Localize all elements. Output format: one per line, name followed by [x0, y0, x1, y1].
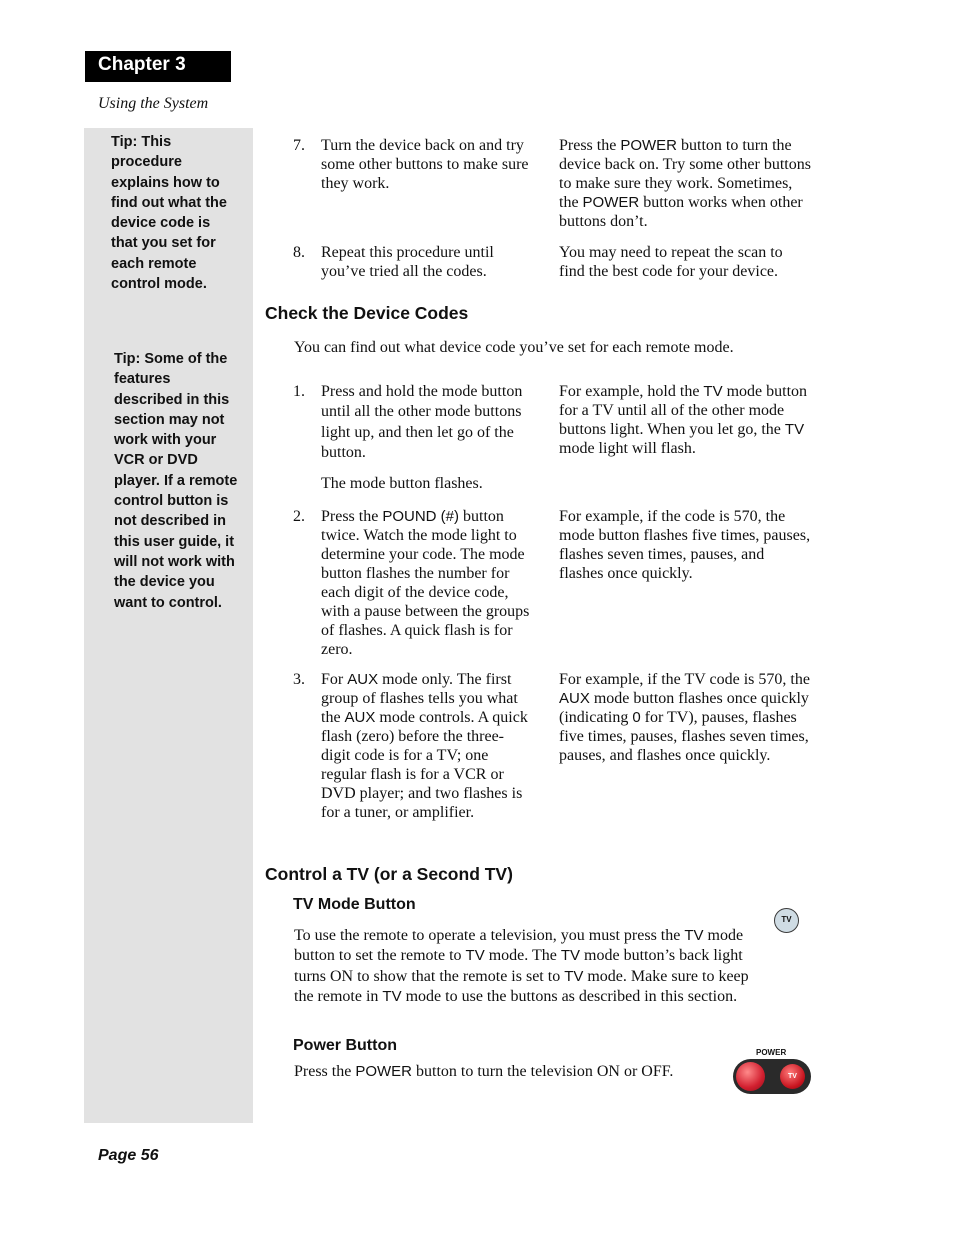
- page-number: Page 56: [98, 1147, 159, 1164]
- tv-red-label: TV: [788, 1073, 797, 1080]
- power-button-icon: [733, 1059, 811, 1094]
- tip-features: Tip: Some of the features described in this section may not work with your VCR or DVD player. If a remote control button is not described in this user guide, it will not work with the device you want to control.: [114, 351, 238, 611]
- step-text: Repeat this procedure until you’ve tried all the codes.: [321, 244, 494, 280]
- step-number: 3.: [293, 671, 305, 688]
- subsection-heading: Power Button: [293, 1037, 397, 1054]
- tv-red-button: [780, 1064, 805, 1089]
- step-subtext: The mode button flashes.: [321, 475, 483, 492]
- step-text: Press the POUND (#) button twice. Watch the mode light to determine your code. The mode button flashes the number for each digit of the device code, with a pause between the groups of flashes. A quick flash is for zero.: [321, 508, 530, 658]
- step-note: Press the POWER button to turn the device back on. Try some other buttons to make sure they work. Sometimes, the POWER button works when other buttons don’t.: [559, 137, 811, 230]
- step-text: Press and hold the mode button until all the other mode buttons light up, and then let go of the button.: [321, 383, 523, 461]
- step-note: For example, hold the TV mode button for a TV until all of the other mode buttons light. When you let go, the TV mode light will flash.: [559, 383, 808, 457]
- step-note: For example, if the TV code is 570, the AUX mode button flashes once quickly (indicating 0 for TV), pauses, flashes five times, pauses, flashes seven times, pauses, and flashes once quickly.: [559, 671, 810, 764]
- subsection-heading: TV Mode Button: [293, 896, 416, 913]
- power-text: Press the POWER button to turn the television ON or OFF.: [294, 1063, 674, 1080]
- step-text: Turn the device back on and try some other buttons to make sure they work.: [321, 137, 529, 192]
- tv-mode-text: To use the remote to operate a television, you must press the TV mode button to set the remote to TV mode. The TV mode button’s back light turns ON to show that the remote is set to TV mode. Make sure to keep the remote in TV mode to use the buttons as described in this section.: [294, 927, 749, 1005]
- step-number: 2.: [293, 508, 305, 525]
- tip-device-code: Tip: This procedure explains how to find out what the device code is that you set for each remote control mode.: [111, 134, 227, 293]
- section-heading: Control a TV (or a Second TV): [265, 864, 513, 884]
- running-head: Using the System: [98, 95, 209, 112]
- section-heading: Check the Device Codes: [265, 303, 469, 323]
- step-text: For AUX mode only. The first group of flashes tells you what the AUX mode controls. A quick flash (zero) before the three-digit code is for a TV; one regular flash is for a VCR or DVD player; and two flashes is for a tuner, or amplifier.: [321, 671, 528, 821]
- step-number: 8.: [293, 244, 305, 261]
- step-number: 7.: [293, 137, 305, 154]
- power-red-button: [736, 1062, 765, 1091]
- tv-icon-label: TV: [781, 915, 792, 924]
- power-icon-label: POWER: [756, 1048, 787, 1057]
- intro-text: You can find out what device code you’ve set for each remote mode.: [294, 339, 734, 356]
- step-number: 1.: [293, 383, 305, 400]
- tv-mode-button-icon: [774, 908, 799, 933]
- step-note: You may need to repeat the scan to find the best code for your device.: [559, 244, 783, 280]
- chapter-label: Chapter 3: [85, 51, 231, 82]
- step-note: For example, if the code is 570, the mode button flashes five times, pauses, flashes seven times, pauses, and flashes once quickly.: [559, 508, 811, 582]
